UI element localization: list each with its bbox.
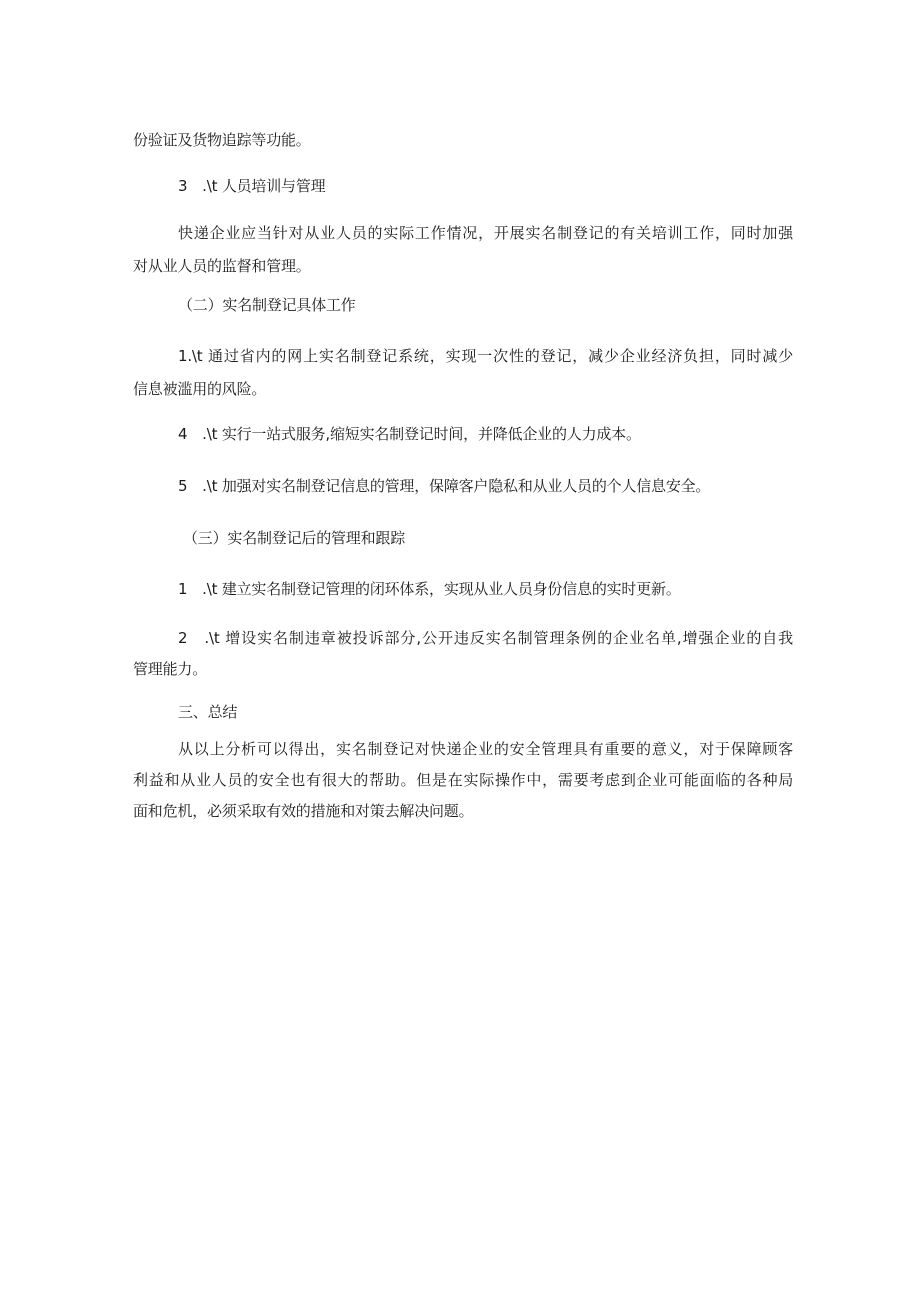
section-heading: （二）实名制登记具体工作 [178,296,356,314]
paragraph-line: 对从业人员的监督和管理。 [133,257,311,275]
paragraph-line: 信息被滥用的风险。 [133,380,267,398]
list-item: 1 .\t 建立实名制登记管理的闭环体系，实现从业人员身份信息的实时更新。 [178,580,681,598]
paragraph-line: 利益和从业人员的安全也有很大的帮助。但是在实际操作中，需要考虑到企业可能面临的各种局 [133,771,793,789]
list-item: 4 .\t 实行一站式服务,缩短实名制登记时间，并降低企业的人力成本。 [178,425,641,443]
list-item: 1.\t 通过省内的网上实名制登记系统，实现一次性的登记，减少企业经济负担，同时减少 [178,347,793,365]
section-heading: （三）实名制登记后的管理和跟踪 [183,529,406,547]
list-item: 2 .\t 增设实名制违章被投诉部分,公开违反实名制管理条例的企业名单,增强企业的自我 [178,629,793,647]
paragraph-line: 份验证及货物追踪等功能。 [133,131,311,149]
paragraph-line: 快递企业应当针对从业人员的实际工作情况，开展实名制登记的有关培训工作，同时加强 [178,224,793,242]
paragraph-line: 管理能力。 [133,660,208,678]
paragraph-line: 面和危机，必须采取有效的措施和对策去解决问题。 [133,802,474,820]
section-heading: 3 .\t 人员培训与管理 [178,177,326,195]
list-item: 5 .\t 加强对实名制登记信息的管理，保障客户隐私和从业人员的个人信息安全。 [178,477,711,495]
paragraph-line: 从以上分析可以得出，实名制登记对快递企业的安全管理具有重要的意义，对于保障顾客 [178,740,793,758]
section-heading: 三、总结 [178,703,238,721]
